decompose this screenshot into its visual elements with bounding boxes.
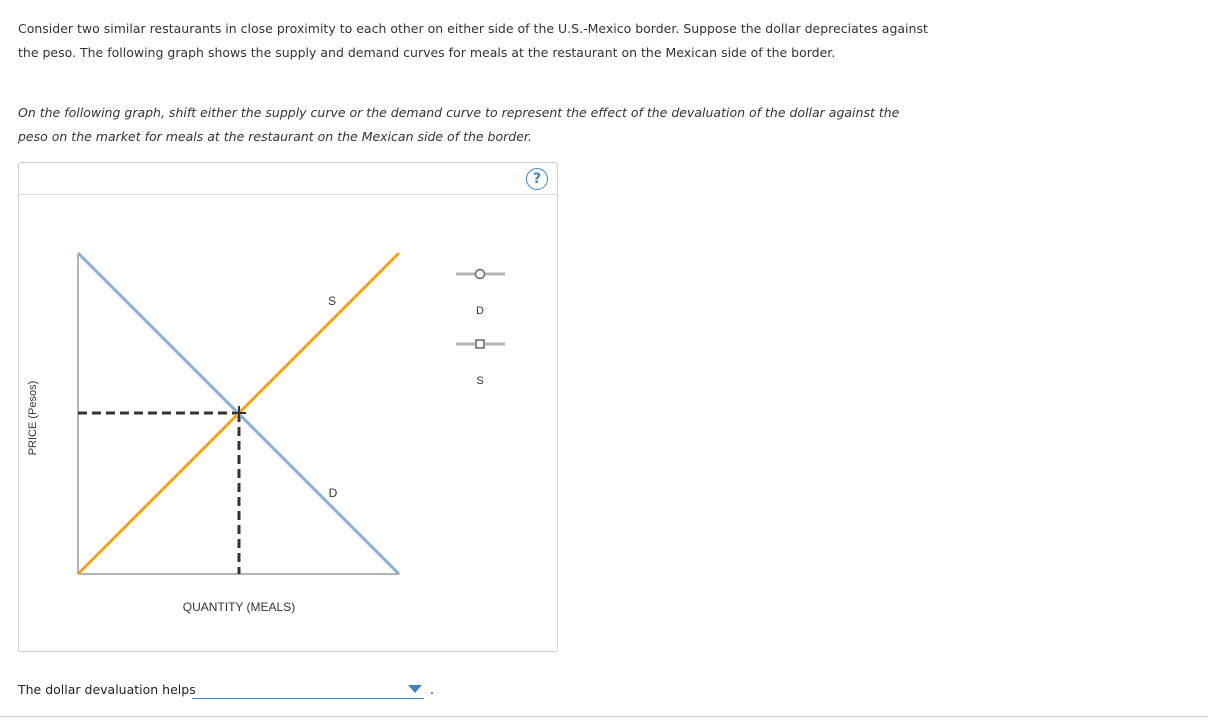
supply-demand-graph[interactable] [19,163,557,651]
supply-tool-label: S [476,375,484,387]
demand-tool-label: D [476,305,484,317]
question-intro: Consider two similar restaurants in close proximity to each other on either side of the U.S.-Mexico border. Suppose the dollar depreciates against the peso. The following graph shows the supply and demand curves for meals at the restaurant on the Mexican side of the border. [18,21,928,60]
y-axis-label: PRICE (Pesos) [27,380,39,456]
demand-curve-label: D [328,486,338,500]
demand-curve-tool[interactable] [456,270,505,318]
question-circle-icon: ? [532,171,542,187]
caret-down-icon [408,685,422,693]
question-instruction: On the following graph, shift either the supply curve or the demand curve to represent the effect of the devaluation of the dollar against the peso on the market for meals at the restaurant on the Mexican side of the border. [18,105,900,144]
square-handle-icon [476,340,484,348]
answer-prompt: The dollar devaluation helps [18,682,196,697]
supply-curve-tool[interactable] [456,340,505,387]
x-axis-label: QUANTITY (MEALS) [182,600,296,614]
supply-curve-label: S [327,294,337,308]
answer-dropdown[interactable] [192,680,424,699]
bottom-divider [0,716,1208,717]
answer-period: . [430,682,434,697]
graph-panel [18,162,558,652]
circle-handle-icon [476,270,485,279]
